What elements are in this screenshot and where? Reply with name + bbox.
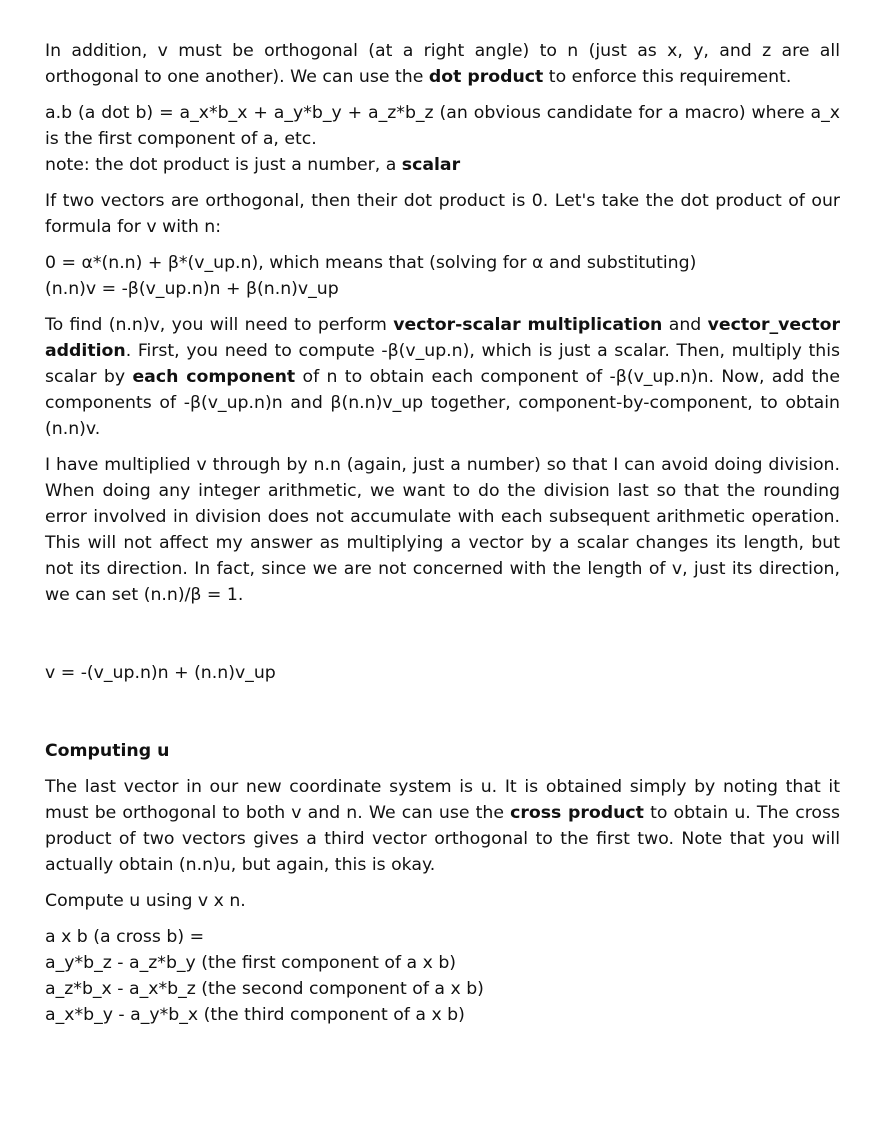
cross-formula-line: a_y*b_z - a_z*b_y (the first component of a x b) <box>45 953 457 973</box>
paragraph-text: and <box>662 315 708 335</box>
paragraph-text: In addition, v must be orthogonal (at a right angle) to n (just as x, y, and z are all orthogonal to one another). We can use the <box>45 41 840 87</box>
paragraph-text: of n to obtain each component of -β(v_up.n)n. Now, add the components of -β(v_up.n)n and β(n.n)v_up together, component-by-component, to obtain (n.n)v. <box>45 367 840 439</box>
paragraph-solving <box>45 250 840 302</box>
paragraph-compute-u: Compute u using v x n. <box>45 891 246 911</box>
each-component-term: each component <box>132 367 296 387</box>
cross-product-definition <box>45 924 840 1028</box>
document-content <box>45 38 840 1038</box>
equation-line: 0 = α*(n.n) + β*(v_up.n), which means that (solving for α and substituting) <box>45 253 697 273</box>
paragraph-text: to obtain u. The cross product of two vectors gives a third vector orthogonal to the first two. Note that you will actually obtain (n.n)u, but again, this is okay. <box>45 803 840 875</box>
paragraph-cross-product <box>45 774 840 878</box>
cross-product-term: cross product <box>510 803 644 823</box>
equation-line: (n.n)v = -β(v_up.n)n + β(n.n)v_up <box>45 279 339 299</box>
paragraph-text: to enforce this requirement. <box>543 67 792 87</box>
paragraph-orthogonal-zero: If two vectors are orthogonal, then their dot product is 0. Let's take the dot product of our formula for v with n: <box>45 191 840 237</box>
spacer <box>45 618 840 660</box>
paragraph-text: . First, you need to compute -β(v_up.n), which is just a scalar. Then, multiply this scalar by <box>45 341 840 387</box>
vector-scalar-term: vector-scalar multiplication <box>393 315 663 335</box>
spacer <box>45 696 840 738</box>
scalar-term: scalar <box>401 155 461 175</box>
paragraph-text: The last vector in our new coordinate system is u. It is obtained simply by noting that it must be orthogonal to both v and n. We can use the <box>45 777 840 823</box>
note-text: note: the dot product is just a number, a <box>45 155 402 175</box>
paragraph-text: To find (n.n)v, you will need to perform <box>45 315 394 335</box>
cross-formula-line: a_x*b_y - a_y*b_x (the third component of a x b) <box>45 1005 465 1025</box>
cross-formula-line: a_z*b_x - a_x*b_z (the second component of a x b) <box>45 979 484 999</box>
dot-product-formula: a.b (a dot b) = a_x*b_x + a_y*b_y + a_z*b_z (an obvious candidate for a macro) where a_x is the first component of a, etc. <box>45 103 840 149</box>
cross-formula-line: a x b (a cross b) = <box>45 927 205 947</box>
dot-product-term: dot product <box>428 67 544 87</box>
paragraph-orthogonality <box>45 38 840 90</box>
section-heading-computing-u: Computing u <box>45 741 170 761</box>
vector-vector-term: vector_vector addition <box>45 315 841 361</box>
paragraph-find-nnv <box>45 312 840 442</box>
dot-product-note <box>45 152 840 178</box>
paragraph-division: I have multiplied v through by n.n (again, just a number) so that I can avoid doing division. When doing any integer arithmetic, we want to do the division last so that the rounding error involved in division does not accumulate with each subsequent arithmetic operation. This will not affect my answer as multiplying a vector by a scalar changes its length, but not its direction. In fact, since we are not concerned with the length of v, just its direction, we can set (n.n)/β = 1. <box>45 455 840 605</box>
formula-v: v = -(v_up.n)n + (n.n)v_up <box>45 663 276 683</box>
paragraph-dot-product-definition <box>45 100 840 178</box>
